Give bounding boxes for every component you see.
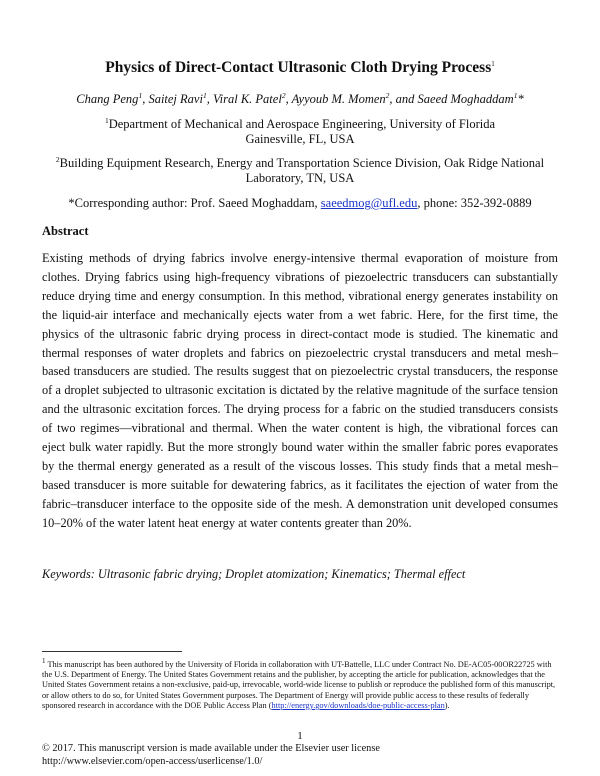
author-separator: , and: [389, 92, 418, 107]
author-name: Chang Peng: [76, 92, 139, 107]
affiliation-2: [50, 152, 550, 186]
page-number: 1: [297, 730, 303, 742]
affiliation-text: Department of Mechanical and Aerospace Engineering, University of Florida: [108, 117, 496, 132]
footnote-suffix: ).: [444, 700, 450, 710]
license-url: http://www.elsevier.com/open-access/userlicense/1.0/: [42, 755, 263, 767]
footnote-text: This manuscript has been authored by the University of Florida in collaboration with UT-Battelle, LLC under Contract No. DE-AC05-00OR22725 with the U.S. Department of Energy. The United States Government retains and the publisher, by accepting the article for publication, acknowledges that the United States Government retains a non-exclusive, paid-up, irrevocable, world-wide license to publish or reproduce the published form of this manuscript, or allow others to do so, for United States Government purposes. The Department of Energy will provide public access to these results of federally sponsored research in accordance with the DOE Public Access Plan (: [42, 659, 556, 710]
author-list: [40, 88, 560, 107]
keywords: Keywords: Ultrasonic fabric drying; Droplet atomization; Kinematics; Thermal effect: [42, 567, 466, 581]
author-affiliation-mark: 2: [281, 91, 286, 100]
author-separator: ,: [142, 92, 149, 107]
doe-access-plan-link[interactable]: http://energy.gov/downloads/doe-public-access-plan: [271, 700, 445, 710]
author-name: Viral K. Patel: [212, 92, 282, 107]
author-name: Ayyoub M. Momen: [291, 92, 386, 107]
affiliation-1: [60, 113, 540, 147]
license-notice: [42, 743, 558, 768]
author-affiliation-mark: 1: [138, 91, 143, 100]
author-affiliation-mark: 1: [513, 91, 518, 100]
abstract-body: Existing methods of drying fabrics involve energy-intensive thermal evaporation of moisture from clothes. Drying fabrics using high-frequency vibrations of piezoelectric transducers can substantially reduce drying time and energy consumption. In this method, vibrational energy generates instability on the liquid-air interface and mechanically ejects water from a wet fabric. Here, for the first time, the physics of the ultrasonic fabric drying process in direct-contact mode is studied. The kinematic and thermal responses of water droplets and fabrics on piezoelectric crystal transducers and metal mesh–based transducers are studied. The results suggest that on piezoelectric crystal transducers, the response of a droplet subjected to ultrasonic excitation is dictated by the relative magnitude of the surface tension and the ultrasonic excitation forces. The drying process for a fabric on the studied transducers consists of two regimes—vibrational and thermal. When the water content is high, the vibrational forces can eject bulk water rapidly. But the more strongly bound water within the smaller fabric pores evaporates by the thermal energy generated as a result of the viscous losses. This study finds that a metal mesh–based transducer is more suitable for dewatering fabrics, as it facilitates the ejection of water from the fabric–transducer interface to the opposite side of the mesh. A demonstration unit developed consumes 10–20% of the water latent heat energy at water contents greater than 20%.: [42, 251, 558, 530]
affiliation-mark: 1: [104, 116, 109, 125]
paper-title: Physics of Direct-Contact Ultrasonic Cloth Drying Process$^1$: [105, 59, 495, 77]
email-link[interactable]: saeedmog@ufl.edu: [320, 196, 418, 210]
author-separator: ,: [285, 92, 292, 107]
footnote-divider: [42, 651, 182, 652]
license-text: © 2017. This manuscript version is made available under the Elsevier user license: [42, 743, 380, 754]
footnote: [42, 656, 558, 711]
affiliation-location: Gainesville, FL, USA: [245, 132, 355, 147]
footnote-mark: 1: [42, 657, 46, 665]
author-separator: ,: [206, 92, 213, 107]
affiliation-text: Building Equipment Research, Energy and Transportation Science Division, Oak Ridge National: [59, 156, 545, 171]
title-footnote-mark: 1: [491, 60, 495, 68]
author-affiliation-mark: 2: [385, 91, 390, 100]
author-affiliation-mark: 1: [202, 91, 207, 100]
corresponding-author: [60, 196, 540, 211]
corresponding-prefix: *Corresponding author: Prof. Saeed Moghaddam,: [68, 196, 321, 210]
author-name: Saeed Moghaddam: [417, 92, 514, 107]
affiliation-location: Laboratory, TN, USA: [245, 171, 355, 186]
abstract-heading: Abstract: [42, 224, 89, 238]
corresponding-phone: , phone: 352-392-0889: [417, 196, 532, 210]
corresponding-mark: *: [517, 92, 524, 107]
affiliation-mark: 2: [55, 155, 60, 164]
author-name: Saitej Ravi: [148, 92, 203, 107]
